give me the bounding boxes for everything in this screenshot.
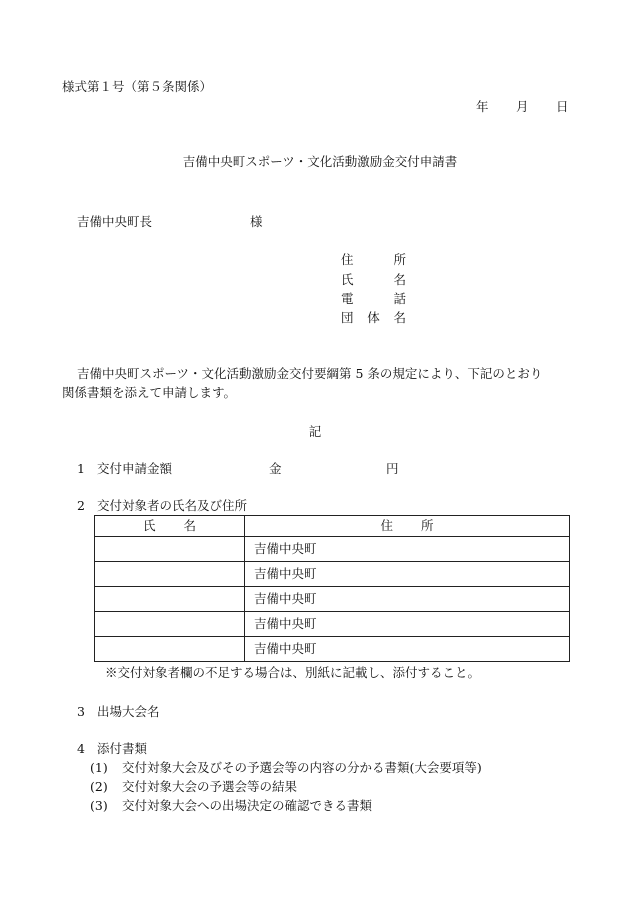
ki-heading: 記 [308, 424, 322, 439]
form-number: 様式第１号（第５条関係） [62, 79, 213, 94]
recipient-name-cell[interactable] [95, 587, 245, 612]
applicant-group-label-char: 体 [367, 310, 380, 325]
attachment-2-text: 交付対象大会の予選会等の結果 [122, 779, 298, 794]
name-column-header [95, 516, 245, 537]
table-header-row [95, 516, 570, 537]
attachment-3-text: 交付対象大会への出場決定の確認できる書類 [122, 798, 373, 813]
recipient-name-cell[interactable] [95, 562, 245, 587]
name-header-char: 名 [183, 517, 197, 533]
date-day-label: 日 [556, 99, 569, 114]
table-row [95, 537, 570, 562]
address-header-char: 所 [421, 517, 434, 533]
item-1-number: 1 [77, 461, 85, 476]
recipient-address-cell[interactable]: 吉備中央町 [245, 637, 570, 662]
applicant-group-label [341, 312, 406, 325]
item-1-label: 交付申請金額 [97, 461, 173, 476]
attachment-3-number: (3) [90, 798, 108, 813]
applicant-address-label [341, 254, 406, 267]
recipient-name-cell[interactable] [95, 637, 245, 662]
recipient-address-cell[interactable]: 吉備中央町 [245, 612, 570, 637]
table-note: ※交付対象者欄の不足する場合は、別紙に記載し、添付すること。 [105, 665, 481, 680]
item-2-label: 交付対象者の氏名及び住所 [97, 498, 248, 513]
addressee-honorific: 様 [250, 214, 263, 229]
recipient-address-cell[interactable]: 吉備中央町 [245, 537, 570, 562]
table-row [95, 637, 570, 662]
applicant-address-label-char: 所 [393, 252, 406, 267]
date-month-label: 月 [516, 99, 529, 114]
recipients-table [94, 515, 570, 662]
applicant-group-label-char: 名 [393, 310, 406, 325]
item-4-label: 添付書類 [97, 741, 148, 756]
item-1-yen: 円 [386, 461, 399, 476]
item-4-number: 4 [77, 741, 85, 756]
recipient-address-cell[interactable]: 吉備中央町 [245, 562, 570, 587]
name-header-char: 氏 [142, 517, 156, 533]
date-year-label: 年 [476, 99, 489, 114]
address-header-char: 住 [380, 517, 393, 533]
applicant-name-label-char: 名 [393, 272, 406, 287]
table-row [95, 587, 570, 612]
applicant-name-label [341, 274, 406, 287]
item-2-number: 2 [77, 498, 85, 513]
item-3-label: 出場大会名 [97, 704, 160, 719]
applicant-group-label-char: 団 [341, 310, 354, 325]
body-text-line-1: 吉備中央町スポーツ・文化活動激励金交付要綱第 5 条の規定により、下記のとおり [77, 366, 543, 381]
item-3-number: 3 [77, 704, 85, 719]
table-row [95, 562, 570, 587]
recipient-address-cell[interactable]: 吉備中央町 [245, 587, 570, 612]
table-row [95, 612, 570, 637]
applicant-phone-label-char: 話 [393, 291, 406, 306]
attachment-2-number: (2) [90, 779, 108, 794]
applicant-name-label-char: 氏 [341, 272, 354, 287]
addressee-name: 吉備中央町長 [77, 214, 153, 229]
attachment-1-text: 交付対象大会及びその予選会等の内容の分かる書類(大会要項等) [122, 760, 482, 775]
recipient-name-cell[interactable] [95, 612, 245, 637]
applicant-phone-label-char: 電 [341, 291, 354, 306]
recipient-name-cell[interactable] [95, 537, 245, 562]
body-text-line-2: 関係書類を添えて申請します。 [62, 385, 237, 400]
applicant-phone-label [341, 293, 406, 306]
applicant-address-label-char: 住 [341, 252, 354, 267]
attachment-1-number: (1) [90, 760, 108, 775]
address-column-header [245, 516, 570, 537]
item-1-kin: 金 [269, 461, 282, 476]
document-title: 吉備中央町スポーツ・文化活動激励金交付申請書 [182, 154, 458, 169]
